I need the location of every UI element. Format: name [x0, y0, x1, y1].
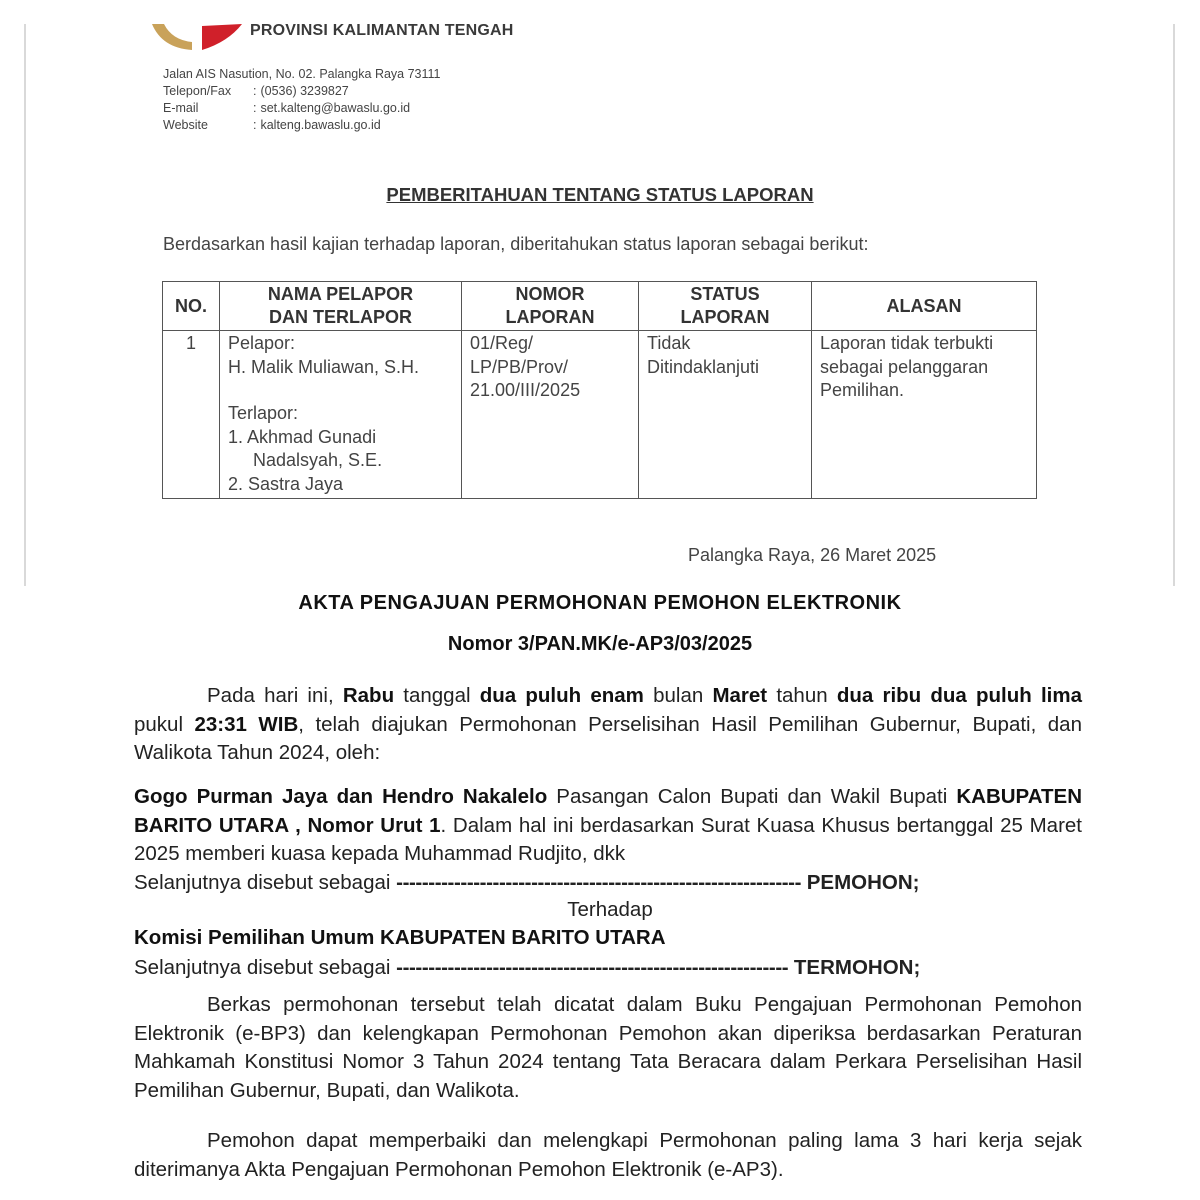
- cell-report-status: Tidak Ditindaklanjuti: [639, 331, 812, 499]
- bawaslu-notice-letter: [0, 0, 1200, 588]
- page-edge-right: [1173, 24, 1175, 586]
- pelapor-name: H. Malik Muliawan, S.H.: [228, 356, 420, 377]
- deed-opening-paragraph: Pada hari ini, Rabu tanggal dua puluh enam bulan Maret tahun dua ribu dua puluh lima pukul 23:31 WIB, telah diajukan Permohonan Perselisihan Hasil Pemilihan Gubernur, Bupati, dan Walikota Tahun 2024, oleh:: [134, 684, 1082, 764]
- place-date: Palangka Raya, 26 Maret 2025: [688, 545, 937, 565]
- contact-value: set.kalteng@bawaslu.go.id: [260, 101, 411, 115]
- deed-applicant-paragraph: Gogo Purman Jaya dan Hendro Nakalelo Pasangan Calon Bupati dan Wakil Bupati KABUPATEN BARITO UTARA , Nomor Urut 1. Dalam hal ini berdasarkan Surat Kuasa Khusus bertanggal 25 Maret 2025 memberi kuasa kepada Muhammad Rudjito, dkk: [134, 785, 1082, 865]
- header-alasan: ALASAN: [812, 282, 1037, 331]
- notice-title: PEMBERITAHUAN TENTANG STATUS LAPORAN: [386, 184, 814, 205]
- contact-separator: :: [253, 84, 257, 98]
- deed-title: AKTA PENGAJUAN PERMOHONAN PEMOHON ELEKTRONIK: [298, 592, 902, 614]
- cell-parties: [220, 331, 462, 499]
- letterhead-address-block: [163, 66, 441, 134]
- contact-label: E-mail: [163, 101, 199, 115]
- termohon-name: Komisi Pemilihan Umum KABUPATEN BARITO UTARA: [134, 926, 666, 949]
- header-nomor: NOMOR LAPORAN: [462, 282, 639, 331]
- deed-number: Nomor 3/PAN.MK/e-AP3/03/2025: [447, 633, 753, 655]
- terlapor-label: Terlapor:: [228, 403, 299, 423]
- pelapor-label: Pelapor:: [228, 333, 296, 353]
- terlapor-item: 2. Sastra Jaya: [228, 473, 344, 494]
- contact-separator: :: [253, 118, 257, 132]
- deed-title-clip: [0, 588, 1200, 616]
- address-line: Jalan AIS Nasution, No. 02. Palangka Raya 73111: [163, 67, 441, 81]
- terhadap-label: Terhadap: [567, 898, 653, 921]
- cell-no: 1: [163, 331, 220, 499]
- report-status-table: [162, 281, 1037, 499]
- terlapor-item: 1. Akhmad Gunadi Nadalsyah, S.E.: [228, 426, 383, 470]
- header-status: STATUS LAPORAN: [639, 282, 812, 331]
- cell-report-number: 01/Reg/ LP/PB/Prov/ 21.00/III/2025: [462, 331, 639, 499]
- notice-intro: Berdasarkan hasil kajian terhadap laporan, diberitahukan status laporan sebagai berikut:: [163, 234, 869, 254]
- bawaslu-logo: [148, 22, 248, 54]
- page-edge-left: [24, 24, 26, 586]
- contact-separator: :: [253, 101, 257, 115]
- contact-label: Telepon/Fax: [163, 84, 232, 98]
- contact-website: [163, 117, 441, 134]
- table-row: [163, 331, 1037, 499]
- cell-reason: Laporan tidak terbukti sebagai pelanggaran Pemilihan.: [812, 331, 1037, 499]
- pemohon-line: Selanjutnya disebut sebagai --------------------------------------------------------------- PEMOHON;: [134, 871, 920, 894]
- mk-deed-document: [0, 588, 1200, 1200]
- deed-correction-paragraph: Pemohon dapat memperbaiki dan melengkapi Permohonan paling lama 3 hari kerja sejak diterimanya Akta Pengajuan Permohonan Pemohon Elektronik (e-AP3).: [134, 1129, 1082, 1181]
- termohon-line: Selanjutnya disebut sebagai ------------------------------------------------------------- TERMOHON;: [134, 956, 921, 979]
- contact-label: Website: [163, 118, 208, 132]
- contact-phone: [163, 83, 441, 100]
- header-no: NO.: [163, 282, 220, 331]
- contact-value: kalteng.bawaslu.go.id: [260, 118, 381, 132]
- contact-email: [163, 100, 441, 117]
- contact-value: (0536) 3239827: [260, 84, 349, 98]
- table-header-row: [163, 282, 1037, 331]
- org-name: PROVINSI KALIMANTAN TENGAH: [250, 22, 514, 39]
- deed-registration-paragraph: Berkas permohonan tersebut telah dicatat dalam Buku Pengajuan Permohonan Pemohon Elektronik (e-BP3) dan kelengkapan Permohonan Pemohon akan diperiksa berdasarkan Peraturan Mahkamah Konstitusi Nomor 3 Tahun 2024 tentang Tata Beracara dalam Perkara Perselisihan Hasil Pemilihan Gubernur, Bupati, dan Walikota.: [134, 993, 1082, 1102]
- header-nama: NAMA PELAPOR DAN TERLAPOR: [220, 282, 462, 331]
